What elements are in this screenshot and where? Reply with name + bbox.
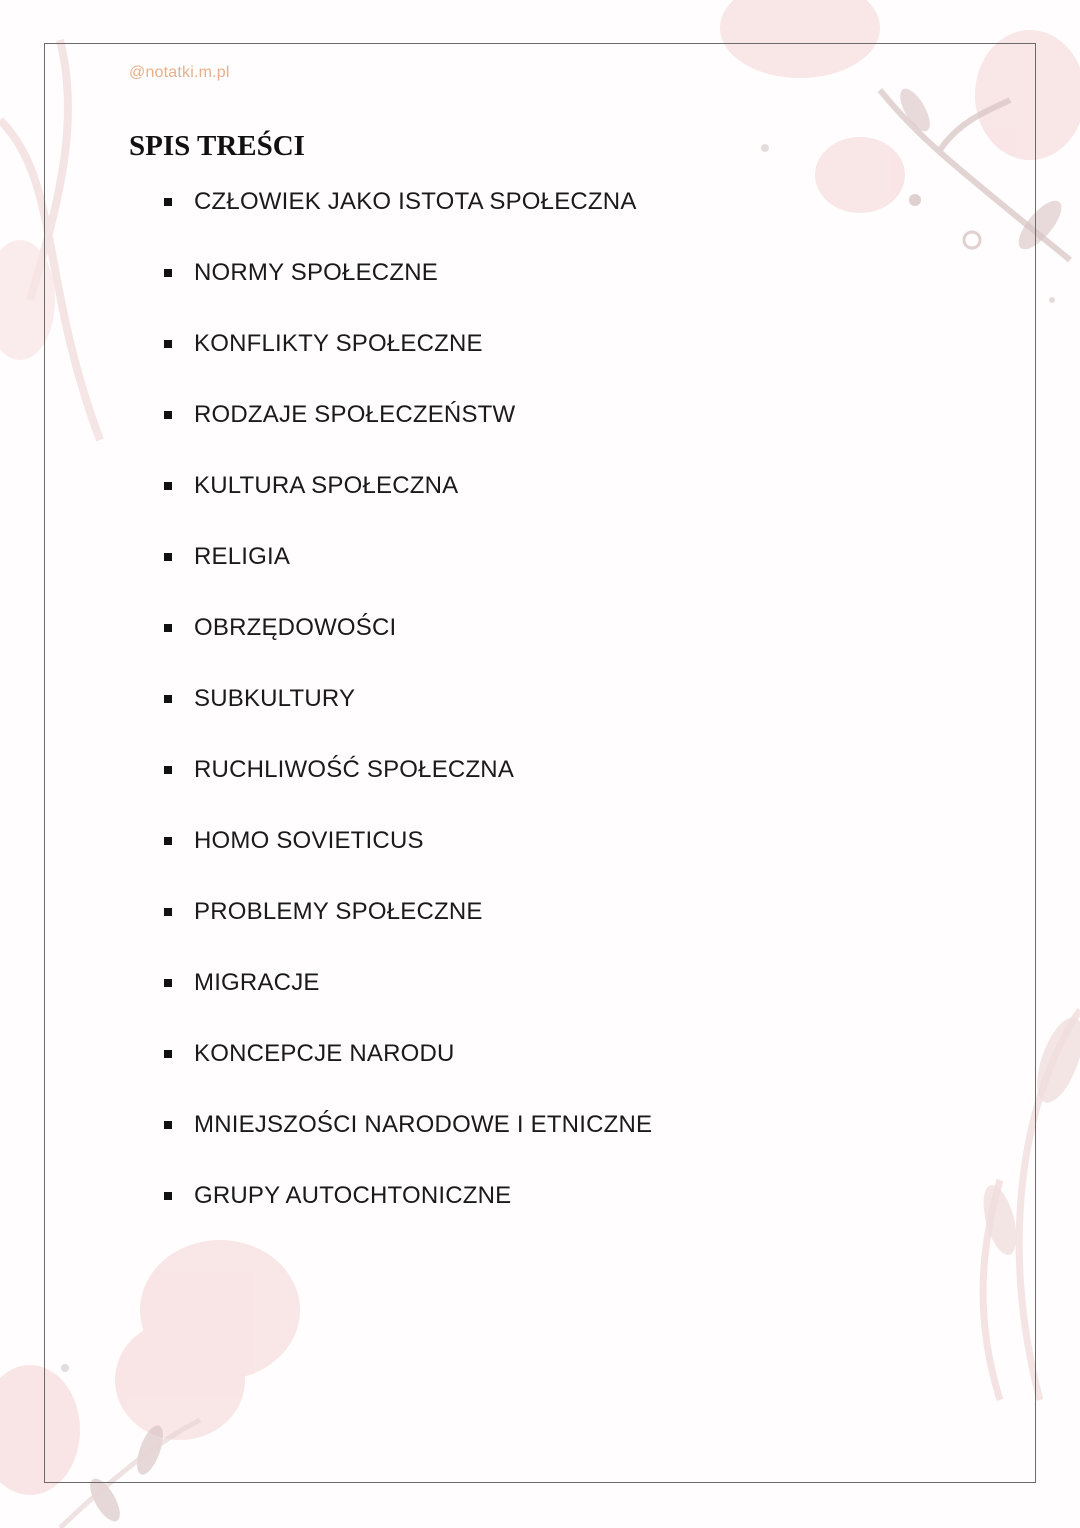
square-bullet-icon xyxy=(164,198,172,206)
toc-item xyxy=(160,397,652,468)
toc-item-label: KONCEPCJE NARODU xyxy=(194,1040,455,1067)
watermark: @notatki.m.pl xyxy=(129,64,230,81)
toc-item xyxy=(160,1107,652,1178)
toc-item-label: KULTURA SPOŁECZNA xyxy=(194,472,459,499)
toc-item-label: GRUPY AUTOCHTONICZNE xyxy=(194,1182,512,1209)
toc-item xyxy=(160,326,652,397)
toc-item xyxy=(160,894,652,965)
toc-item xyxy=(160,1036,652,1107)
square-bullet-icon xyxy=(164,1192,172,1200)
toc-item-label: HOMO SOVIETICUS xyxy=(194,827,424,854)
toc-item xyxy=(160,681,652,752)
square-bullet-icon xyxy=(164,411,172,419)
toc-item xyxy=(160,468,652,539)
toc-item xyxy=(160,823,652,894)
toc-item-label: RUCHLIWOŚĆ SPOŁECZNA xyxy=(194,756,515,783)
toc-item-label: MIGRACJE xyxy=(194,969,320,996)
square-bullet-icon xyxy=(164,837,172,845)
square-bullet-icon xyxy=(164,553,172,561)
square-bullet-icon xyxy=(164,340,172,348)
toc-item-label: CZŁOWIEK JAKO ISTOTA SPOŁECZNA xyxy=(194,188,637,215)
square-bullet-icon xyxy=(164,482,172,490)
toc-item xyxy=(160,539,652,610)
square-bullet-icon xyxy=(164,695,172,703)
page-title: SPIS TREŚCI xyxy=(129,130,305,162)
dot-icon xyxy=(1049,297,1055,303)
toc-item-label: KONFLIKTY SPOŁECZNE xyxy=(194,330,483,357)
toc-item-label: NORMY SPOŁECZNE xyxy=(194,259,438,286)
toc-item-label: OBRZĘDOWOŚCI xyxy=(194,614,397,641)
toc-item xyxy=(160,255,652,326)
table-of-contents xyxy=(160,184,652,1249)
toc-item-label: RELIGIA xyxy=(194,543,291,570)
toc-item xyxy=(160,1178,652,1249)
square-bullet-icon xyxy=(164,269,172,277)
toc-item xyxy=(160,610,652,681)
square-bullet-icon xyxy=(164,908,172,916)
square-bullet-icon xyxy=(164,766,172,774)
square-bullet-icon xyxy=(164,979,172,987)
toc-item-label: RODZAJE SPOŁECZEŃSTW xyxy=(194,401,516,428)
toc-item-label: PROBLEMY SPOŁECZNE xyxy=(194,898,483,925)
toc-item xyxy=(160,752,652,823)
square-bullet-icon xyxy=(164,1050,172,1058)
toc-item xyxy=(160,965,652,1036)
toc-item xyxy=(160,184,652,255)
toc-item-label: MNIEJSZOŚCI NARODOWE I ETNICZNE xyxy=(194,1111,653,1138)
toc-item-label: SUBKULTURY xyxy=(194,685,356,712)
square-bullet-icon xyxy=(164,1121,172,1129)
square-bullet-icon xyxy=(164,624,172,632)
